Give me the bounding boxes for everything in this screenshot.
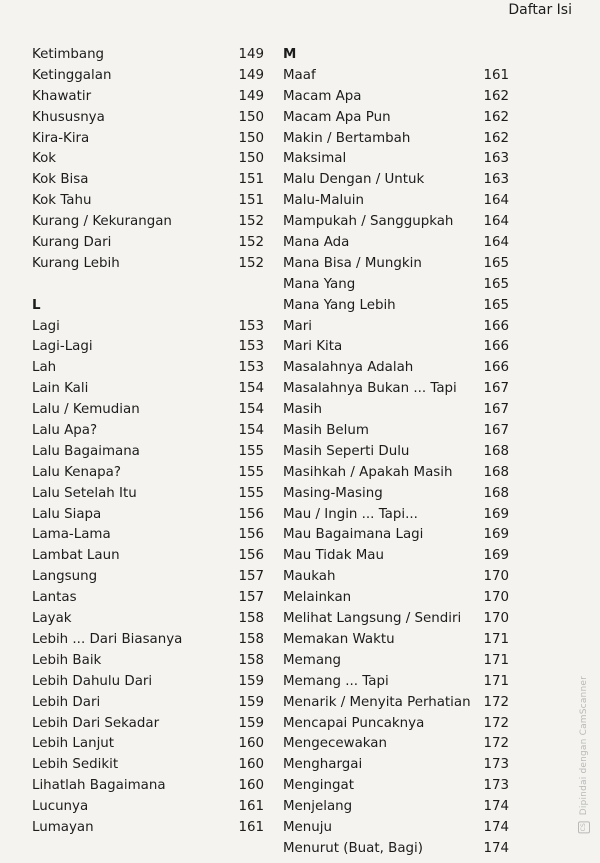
toc-entry[interactable] [32,651,264,672]
toc-entry-term: Lalu Bagaimana [32,443,140,459]
toc-entry[interactable] [32,505,264,526]
toc-entry[interactable] [283,588,509,609]
toc-entry-page: 152 [238,255,264,271]
toc-entry-page: 172 [483,694,509,710]
toc-entry-term: Mengecewakan [283,736,387,752]
toc-entry-term: Memakan Waktu [283,631,395,647]
toc-entry-page: 165 [483,297,509,313]
toc-entry[interactable] [32,191,264,212]
toc-entry-term: Lah [32,360,57,376]
toc-entry-term: Lambat Laun [32,548,120,564]
toc-entry[interactable] [283,630,509,651]
toc-entry-page: 154 [238,423,264,439]
toc-entry[interactable] [283,797,509,818]
toc-entry-page: 152 [238,214,264,230]
toc-entry-page: 171 [483,652,509,668]
toc-entry-term: Lebih ... Dari Biasanya [32,631,183,647]
toc-entry-page: 162 [483,109,509,125]
toc-entry[interactable] [283,275,509,296]
toc-entry-page: 167 [483,423,509,439]
running-header: Daftar Isi [508,2,572,18]
toc-entry-term: Lama-Lama [32,527,111,543]
toc-entry-term: Kurang Lebih [32,255,120,271]
toc-entry[interactable] [32,755,264,776]
scanner-watermark [578,676,590,833]
toc-entry[interactable] [283,651,509,672]
toc-entry-page: 166 [483,360,509,376]
toc-entry[interactable] [32,233,264,254]
toc-entry-term: Mau Bagaimana Lagi [283,527,424,543]
toc-entry-term: Mari [283,318,312,334]
toc-entry-term: Memang [283,652,342,668]
toc-entry[interactable] [32,734,264,755]
toc-entry-page: 174 [483,799,509,815]
section-letter-label: M [283,47,297,62]
toc-entry-term: Mari Kita [283,339,343,355]
toc-entry-page: 163 [483,151,509,167]
toc-entry-page: 167 [483,381,509,397]
toc-entry-page: 158 [238,611,264,627]
toc-entry-page: 173 [483,757,509,773]
toc-entry-term: Khawatir [32,88,92,104]
toc-entry-page: 170 [483,590,509,606]
toc-entry-page: 169 [483,506,509,522]
toc-entry-page: 162 [483,130,509,146]
toc-entry[interactable] [32,714,264,735]
toc-entry-term: Lucunya [32,799,89,815]
toc-entry[interactable] [283,672,509,693]
section-letter [32,296,264,317]
toc-entry-page: 153 [238,360,264,376]
toc-entry-page: 165 [483,276,509,292]
toc-entry-page: 152 [238,235,264,251]
toc-entry-term: Khususnya [32,109,105,125]
toc-entry-page: 153 [238,339,264,355]
toc-entry-page: 167 [483,402,509,418]
toc-entry-term: Lebih Dari [32,694,101,710]
toc-entry-term: Macam Apa [283,88,362,104]
toc-entry-term: Lihatlah Bagaimana [32,778,166,794]
toc-entry-page: 156 [238,548,264,564]
toc-entry[interactable] [283,170,509,191]
toc-entry[interactable] [283,546,509,567]
toc-column-right [283,45,509,860]
toc-entry-page: 155 [238,485,264,501]
toc-entry-page: 174 [483,819,509,835]
toc-entry-page: 168 [483,464,509,480]
toc-entry-term: Lebih Dahulu Dari [32,673,153,689]
toc-entry-page: 170 [483,569,509,585]
toc-entry-term: Kok Tahu [32,193,92,209]
toc-entry-page: 157 [238,569,264,585]
toc-entry-term: Lumayan [32,819,94,835]
toc-entry-term: Masihkah / Apakah Masih [283,464,453,480]
toc-entry-page: 155 [238,443,264,459]
toc-entry[interactable] [283,358,509,379]
toc-entry[interactable] [283,421,509,442]
toc-entry[interactable] [32,630,264,651]
toc-entry[interactable] [32,254,264,275]
toc-entry[interactable] [32,797,264,818]
watermark-text: Dipindai dengan CamScanner [579,675,589,815]
toc-entry-term: Langsung [32,569,98,585]
toc-entry[interactable] [32,317,264,338]
toc-entry-term: Kurang / Kekurangan [32,214,172,230]
toc-entry-term: Lebih Sedikit [32,757,119,773]
toc-entry-term: Lagi-Lagi [32,339,93,355]
toc-entry-page: 158 [238,652,264,668]
toc-entry-page: 159 [238,715,264,731]
toc-entry-page: 154 [238,402,264,418]
toc-entry-term: Kok Bisa [32,172,89,188]
toc-entry[interactable] [283,379,509,400]
toc-entry[interactable] [283,296,509,317]
toc-entry-term: Lalu / Kemudian [32,402,140,418]
toc-entry-term: Menurut (Buat, Bagi) [283,840,423,856]
toc-entry-term: Lalu Apa? [32,423,98,439]
toc-entry-term: Mengingat [283,778,354,794]
toc-entry-term: Menjelang [283,799,353,815]
toc-entry-page: 151 [238,193,264,209]
toc-entry[interactable] [32,442,264,463]
toc-entry[interactable] [283,108,509,129]
toc-entry-page: 156 [238,506,264,522]
toc-entry-page: 160 [238,778,264,794]
toc-entry-term: Lagi [32,318,60,334]
toc-entry[interactable] [283,484,509,505]
toc-entry-page: 171 [483,673,509,689]
toc-entry-term: Kurang Dari [32,235,112,251]
toc-entry-term: Lebih Dari Sekadar [32,715,160,731]
section-letter [283,45,509,66]
toc-entry[interactable] [32,337,264,358]
toc-entry-page: 156 [238,527,264,543]
toc-entry-page: 160 [238,736,264,752]
toc-entry-term: Masalahnya Adalah [283,360,414,376]
toc-entry-page: 174 [483,840,509,856]
toc-entry[interactable] [32,87,264,108]
toc-entry[interactable] [32,358,264,379]
toc-entry[interactable] [32,693,264,714]
toc-entry-page: 149 [238,67,264,83]
toc-entry-page: 149 [238,47,264,62]
toc-entry-term: Lalu Kenapa? [32,464,121,480]
toc-entry-page: 159 [238,673,264,689]
toc-entry-term: Melihat Langsung / Sendiri [283,611,462,627]
toc-entry[interactable] [283,254,509,275]
toc-entry-term: Makin / Bertambah [283,130,411,146]
toc-entry-term: Masalahnya Bukan ... Tapi [283,381,457,397]
toc-entry-term: Layak [32,611,72,627]
toc-entry-term: Mampukah / Sanggupkah [283,214,454,230]
toc-entry-term: Menuju [283,819,332,835]
toc-entry[interactable] [283,839,509,860]
toc-entry-page: 171 [483,631,509,647]
toc-entry-term: Lebih Lanjut [32,736,115,752]
toc-entry[interactable] [283,149,509,170]
toc-entry-page: 164 [483,193,509,209]
toc-entry-term: Malu Dengan / Untuk [283,172,425,188]
toc-entry[interactable] [283,233,509,254]
toc-entry-page: 164 [483,214,509,230]
toc-entry-page: 168 [483,443,509,459]
toc-entry[interactable] [32,818,264,839]
toc-entry-page: 157 [238,590,264,606]
toc-entry[interactable] [32,45,264,66]
toc-entry-page: 150 [238,151,264,167]
toc-entry[interactable] [283,191,509,212]
toc-entry-term: Memang ... Tapi [283,673,389,689]
toc-entry[interactable] [32,609,264,630]
toc-entry-term: Menghargai [283,757,363,773]
toc-entry[interactable] [32,212,264,233]
toc-entry-page: 172 [483,736,509,752]
toc-entry[interactable] [32,463,264,484]
toc-entry-term: Masing-Masing [283,485,383,501]
toc-entry-page: 169 [483,527,509,543]
toc-entry[interactable] [283,463,509,484]
toc-entry-term: Mau / Ingin ... Tapi... [283,506,418,522]
toc-entry[interactable] [32,400,264,421]
toc-entry-page: 153 [238,318,264,334]
toc-entry[interactable] [32,567,264,588]
toc-entry-page: 150 [238,109,264,125]
toc-entry[interactable] [32,379,264,400]
toc-entry[interactable] [32,546,264,567]
toc-entry[interactable] [283,567,509,588]
toc-entry[interactable] [32,421,264,442]
toc-entry-page: 164 [483,235,509,251]
toc-entry[interactable] [283,129,509,150]
toc-entry-term: Melainkan [283,590,352,606]
toc-entry[interactable] [283,400,509,421]
toc-entry-term: Mau Tidak Mau [283,548,384,564]
toc-entry-page: 170 [483,611,509,627]
toc-entry-page: 151 [238,172,264,188]
toc-entry-term: Lalu Siapa [32,506,102,522]
toc-entry-term: Masih Seperti Dulu [283,443,410,459]
toc-entry[interactable] [283,525,509,546]
toc-entry-term: Mana Yang Lebih [283,297,396,313]
toc-entry[interactable] [283,776,509,797]
toc-entry[interactable] [32,66,264,87]
toc-entry-term: Masih Belum [283,423,369,439]
toc-entry-page: 165 [483,255,509,271]
section-spacer [32,275,264,296]
toc-entry-page: 161 [238,799,264,815]
toc-entry[interactable] [283,212,509,233]
toc-entry[interactable] [283,337,509,358]
toc-entry-page: 166 [483,318,509,334]
toc-entry-term: Lalu Setelah Itu [32,485,137,501]
toc-entry-page: 161 [483,67,509,83]
toc-entry[interactable] [32,129,264,150]
toc-entry-term: Mana Ada [283,235,350,251]
toc-entry-term: Maaf [283,67,316,83]
toc-entry-page: 150 [238,130,264,146]
toc-entry-page: 172 [483,715,509,731]
toc-entry-term: Mencapai Puncaknya [283,715,425,731]
toc-entry-page: 161 [238,819,264,835]
toc-entry[interactable] [283,734,509,755]
toc-entry-term: Maksimal [283,151,347,167]
toc-entry[interactable] [32,525,264,546]
toc-entry-page: 169 [483,548,509,564]
camscanner-logo-icon: CS [578,821,590,833]
toc-entry-term: Lebih Baik [32,652,102,668]
toc-entry[interactable] [283,317,509,338]
toc-entry-term: Macam Apa Pun [283,109,391,125]
toc-entry-term: Masih [283,402,322,418]
toc-entry-page: 163 [483,172,509,188]
section-letter-label: L [32,297,41,313]
toc-entry[interactable] [283,609,509,630]
toc-entry-term: Mana Bisa / Mungkin [283,255,422,271]
toc-entry-term: Menarik / Menyita Perhatian [283,694,471,710]
toc-entry-term: Ketinggalan [32,67,112,83]
toc-entry[interactable] [283,442,509,463]
toc-entry[interactable] [32,776,264,797]
toc-entry-term: Ketimbang [32,47,105,62]
toc-column-left [32,45,264,839]
toc-entry[interactable] [283,505,509,526]
toc-entry-term: Kira-Kira [32,130,90,146]
toc-entry-term: Lain Kali [32,381,89,397]
toc-entry[interactable] [32,108,264,129]
toc-entry[interactable] [32,484,264,505]
toc-entry-page: 168 [483,485,509,501]
toc-entry-page: 173 [483,778,509,794]
toc-entry[interactable] [283,693,509,714]
toc-entry[interactable] [283,66,509,87]
toc-entry-page: 158 [238,631,264,647]
toc-entry-term: Mana Yang [283,276,356,292]
toc-entry[interactable] [32,672,264,693]
toc-entry[interactable] [32,588,264,609]
toc-entry-page: 155 [238,464,264,480]
toc-entry[interactable] [283,87,509,108]
toc-entry[interactable] [32,170,264,191]
toc-entry-page: 160 [238,757,264,773]
toc-entry[interactable] [32,149,264,170]
toc-entry-term: Maukah [283,569,336,585]
toc-entry[interactable] [283,818,509,839]
toc-entry-term: Lantas [32,590,77,606]
toc-entry[interactable] [283,755,509,776]
toc-entry-page: 162 [483,88,509,104]
toc-entry-page: 166 [483,339,509,355]
toc-entry-term: Malu-Maluin [283,193,364,209]
toc-entry-term: Kok [32,151,57,167]
toc-entry-page: 149 [238,88,264,104]
toc-entry-page: 154 [238,381,264,397]
toc-entry[interactable] [283,714,509,735]
toc-entry-page: 159 [238,694,264,710]
